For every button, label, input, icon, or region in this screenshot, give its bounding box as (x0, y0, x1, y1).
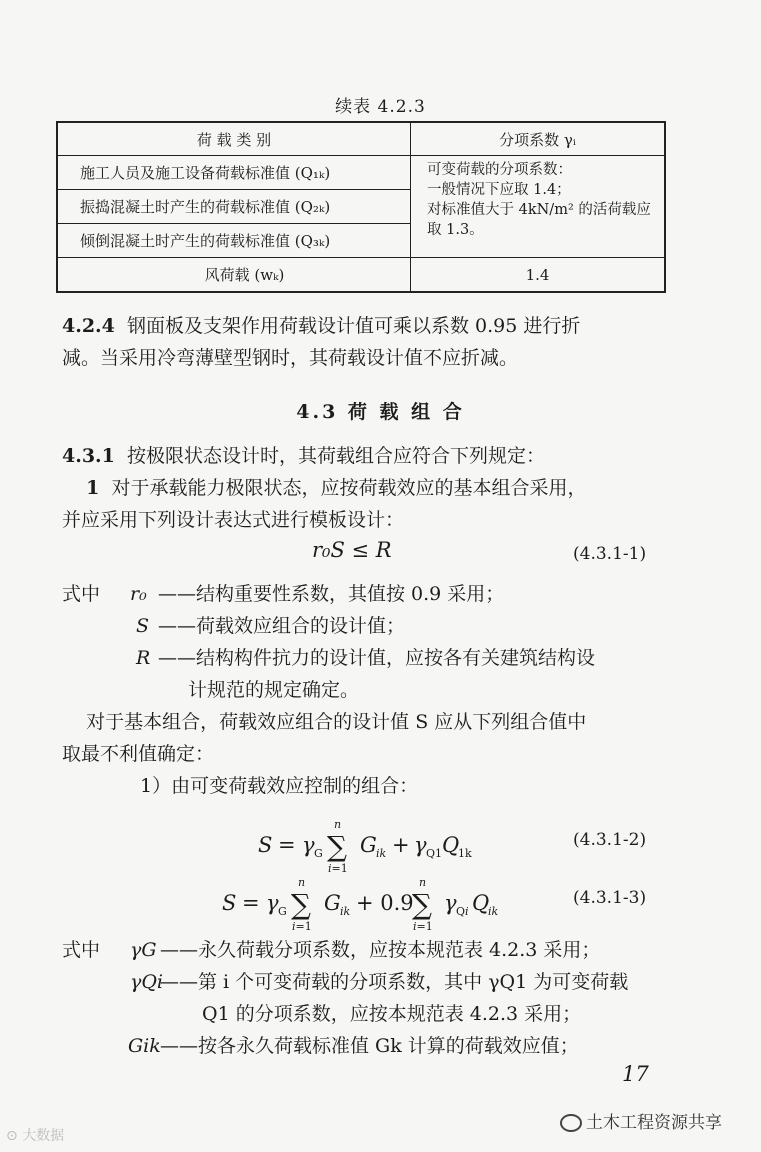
symbol: γG (130, 939, 157, 961)
svg-text:n: n (419, 876, 427, 889)
svg-text:ik: ik (340, 905, 351, 918)
formula-2 (250, 812, 510, 878)
merged-line: 取 1.3。 (427, 222, 484, 238)
svg-text:∑: ∑ (412, 888, 432, 921)
table-row-q1k: 施工人员及施工设备荷载标准值 (Q₁ₖ) (57, 156, 411, 190)
clause-4-2-4 (62, 310, 682, 374)
svg-text:G: G (314, 847, 323, 860)
watermark-left (6, 1125, 64, 1145)
svg-text:+ 0.9: + 0.9 (356, 891, 414, 915)
merged-line: 对标准值大于 4kN/m² 的活荷载应 (427, 202, 651, 218)
svg-text:=: = (242, 891, 260, 915)
svg-text:Q1: Q1 (426, 847, 443, 860)
svg-text:i=1: i=1 (413, 920, 433, 933)
symbol: S (136, 615, 150, 637)
svg-text:+: + (392, 833, 410, 857)
item-text: 并应采用下列设计表达式进行模板设计： (62, 509, 405, 531)
basic-combination-text (62, 706, 682, 802)
symbol-desc-cont: 计规范的规定确定。 (188, 679, 360, 701)
merged-line: 一般情况下应取 1.4； (427, 182, 571, 198)
svg-text:S: S (222, 891, 237, 915)
svg-text:=: = (278, 833, 296, 857)
symbol: Gik (128, 1035, 161, 1057)
clause-text: 减。当采用冷弯薄壁型钢时，其荷载设计值不应折减。 (62, 347, 519, 369)
svg-text:Qi: Qi (456, 905, 469, 918)
svg-text:1k: 1k (458, 847, 472, 860)
symbol-desc: ——第 i 个可变荷载的分项系数，其中 γQ1 为可变荷载 (160, 971, 629, 993)
where-block-2 (62, 934, 702, 1062)
svg-text:γ: γ (266, 891, 279, 915)
svg-text:G: G (324, 891, 341, 915)
symbol-desc: ——结构构件抗力的设计值，应按各有关建筑结构设 (158, 647, 596, 669)
svg-text:i=1: i=1 (292, 920, 312, 933)
load-factor-table (56, 121, 666, 293)
item-text: 对于承载能力极限状态，应按荷载效应的基本组合采用， (111, 477, 587, 499)
watermark-text: 大数据 (22, 1128, 65, 1144)
table-row-wind: 风荷载 (wₖ) (57, 258, 411, 293)
wechat-icon (560, 1114, 582, 1132)
source-logo-icon: ⊙ (6, 1128, 18, 1144)
svg-text:n: n (334, 818, 342, 831)
formula-1: r₀S ≤ R (312, 538, 392, 562)
svg-text:S: S (258, 833, 273, 857)
svg-text:ik: ik (488, 905, 499, 918)
svg-text:G: G (278, 905, 287, 918)
paragraph-text: 取最不利值确定： (62, 743, 215, 765)
clause-number: 4.3.1 (62, 445, 115, 467)
symbol: r₀ (130, 583, 147, 605)
formula-3-number: (4.3.1-3) (573, 888, 647, 908)
page-number: 17 (622, 1062, 649, 1086)
svg-text:Q: Q (472, 891, 490, 915)
clause-4-3-1 (62, 440, 682, 536)
symbol-desc: ——按各永久荷载标准值 Gk 计算的荷载效应值； (160, 1035, 579, 1057)
watermark-right (560, 1108, 722, 1133)
svg-text:∑: ∑ (291, 888, 311, 921)
table-row-q2k: 振捣混凝土时产生的荷载标准值 (Q₂ₖ) (57, 190, 411, 224)
symbol-desc: ——永久荷载分项系数，应按本规范表 4.2.3 采用； (160, 939, 601, 961)
svg-text:Q: Q (442, 833, 460, 857)
svg-text:γ: γ (444, 891, 457, 915)
clause-text: 按极限状态设计时，其荷载组合应符合下列规定： (126, 445, 545, 467)
watermark-text: 土木工程资源共享 (586, 1113, 722, 1133)
formula-2-number: (4.3.1-2) (573, 830, 647, 850)
wind-factor: 1.4 (411, 258, 666, 293)
table-caption: 续表 4.2.3 (335, 97, 426, 117)
symbol-desc: ——结构重要性系数，其值按 0.9 采用； (158, 583, 505, 605)
svg-text:n: n (298, 876, 306, 889)
symbol: R (136, 647, 151, 669)
where-block-1 (62, 578, 702, 706)
merged-line: 可变荷载的分项系数： (427, 162, 572, 178)
header-category: 荷 载 类 别 (57, 122, 411, 156)
clause-number: 4.2.4 (62, 315, 115, 337)
table-row-q3k: 倾倒混凝土时产生的荷载标准值 (Q₃ₖ) (57, 224, 411, 258)
svg-text:ik: ik (376, 847, 387, 860)
formula-1-number: (4.3.1-1) (573, 544, 647, 564)
svg-text:γ: γ (302, 833, 315, 857)
symbol-desc-cont: Q1 的分项系数，应按本规范表 4.2.3 采用； (202, 1003, 582, 1025)
symbol: γQi (130, 971, 164, 993)
clause-text: 钢面板及支架作用荷载设计值可乘以系数 0.95 进行折 (126, 315, 581, 337)
formula-3 (212, 870, 532, 936)
section-heading: 4.3 荷 载 组 合 (296, 401, 465, 423)
symbol-desc: ——荷载效应组合的设计值； (158, 615, 406, 637)
paragraph-text: 对于基本组合，荷载效应组合的设计值 S 应从下列组合值中 (86, 711, 587, 733)
svg-text:G: G (360, 833, 377, 857)
subitem-text: 1）由可变荷载效应控制的组合： (140, 775, 419, 797)
where-label: 式中 (62, 939, 101, 961)
svg-text:γ: γ (414, 833, 427, 857)
svg-text:∑: ∑ (327, 830, 347, 863)
header-factor: 分项系数 γᵢ (411, 122, 666, 156)
where-label: 式中 (62, 583, 101, 605)
item-number: 1 (86, 477, 100, 499)
merged-factor-cell (411, 156, 666, 258)
svg-text:i=1: i=1 (328, 862, 348, 875)
